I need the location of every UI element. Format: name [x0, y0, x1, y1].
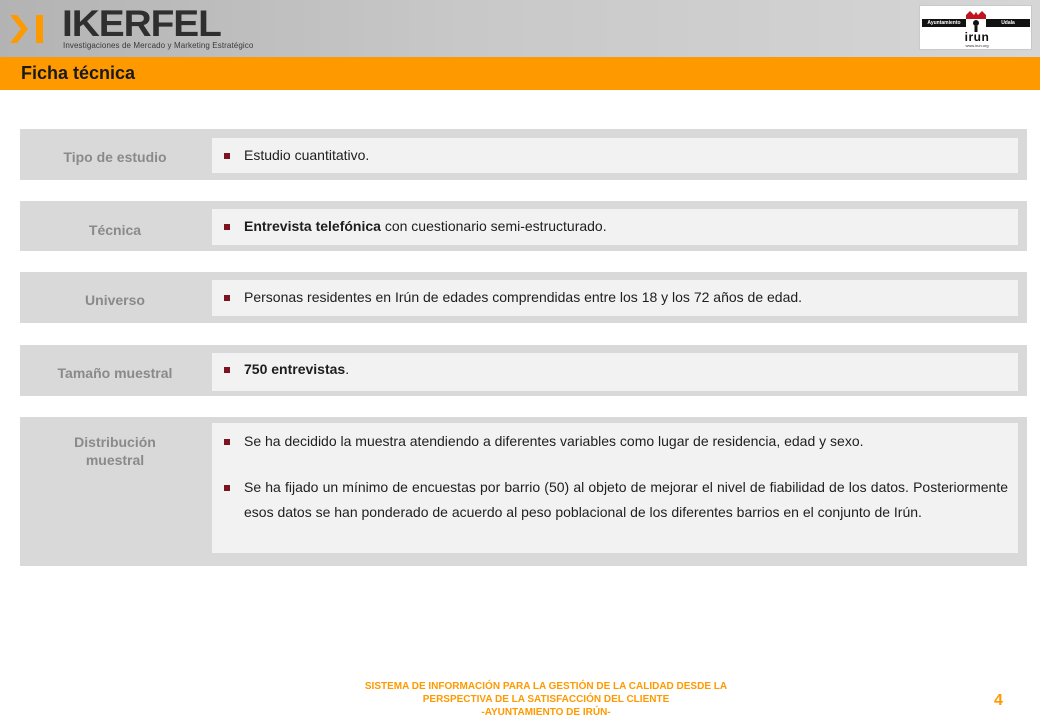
- row-label-line: Distribución: [74, 434, 156, 450]
- bullet-icon: [224, 295, 230, 301]
- item-text: Se ha decidido la muestra atendiendo a diferentes variables como lugar de residencia, edad y sexo.: [244, 433, 864, 449]
- page-number: 4: [994, 692, 1003, 709]
- row-universo: [20, 272, 1027, 323]
- row-label: Técnica: [88, 222, 142, 238]
- row-content-box: [212, 209, 1018, 245]
- item-text: con cuestionario semi-estructurado.: [380, 218, 607, 234]
- client-logo: [919, 5, 1032, 50]
- item-text: Personas residentes en Irún de edades comprendidas entre los 18 y los 72 años de edad.: [244, 289, 803, 305]
- item-text-bold: 750 entrevistas: [244, 361, 346, 377]
- list-item: [224, 285, 1008, 310]
- footer-line: -AYUNTAMIENTO DE IRÚN-: [481, 707, 611, 718]
- bullet-icon: [224, 153, 230, 159]
- footer-caption: [318, 680, 774, 719]
- row-content-box: [212, 353, 1018, 391]
- footer-line: SISTEMA DE INFORMACIÓN PARA LA GESTIÓN DE LA CALIDAD DESDE LA: [364, 681, 728, 692]
- row-content-box: [212, 138, 1018, 173]
- client-logo-left-label: Ayuntamiento: [922, 19, 966, 27]
- header-bar: [0, 0, 1040, 57]
- bullet-icon: [224, 439, 230, 445]
- client-logo-web: www.irun.org: [965, 43, 989, 48]
- row-label: Tamaño muestral: [57, 365, 173, 381]
- brand-name: IKERFEL: [62, 3, 221, 44]
- page-title: Ficha técnica: [21, 63, 136, 83]
- title-bar: [0, 57, 1040, 90]
- client-logo-name: irun: [964, 30, 990, 44]
- bullet-icon: [224, 485, 230, 491]
- list-item: [224, 143, 1008, 168]
- item-text: Se ha fijado un mínimo de encuestas por barrio (50) al objeto de mejorar el nivel de fiabilidad de los datos. Posteriormente esos datos se han ponderado de acuerdo al peso poblacional de los diferentes barrios en el conjunto de Irún.: [244, 479, 1008, 520]
- row-content-box: [212, 423, 1018, 553]
- ikerfel-logo-icon: [10, 11, 50, 47]
- client-logo-right-label: Udala: [986, 19, 1030, 27]
- item-text: Estudio cuantitativo.: [244, 147, 370, 163]
- row-label: Universo: [85, 292, 145, 308]
- item-text: .: [345, 361, 350, 377]
- list-item: [224, 475, 1008, 525]
- item-text-bold: Entrevista telefónica: [244, 218, 381, 234]
- row-label-line: muestral: [85, 452, 145, 468]
- row-label: Tipo de estudio: [63, 149, 167, 165]
- row-tamano-muestral: [20, 345, 1027, 396]
- row-tipo-de-estudio: [20, 129, 1027, 180]
- footer-line: PERSPECTIVA DE LA SATISFACCIÓN DEL CLIENTE: [422, 694, 670, 705]
- row-content-box: [212, 280, 1018, 316]
- row-distribucion-muestral: [20, 417, 1027, 566]
- list-item: [224, 357, 1008, 382]
- brand-tagline: Investigaciones de Mercado y Marketing Estratégico: [63, 41, 254, 50]
- row-tecnica: [20, 201, 1027, 251]
- bullet-icon: [224, 367, 230, 373]
- row-label: [20, 433, 210, 469]
- list-item: [224, 429, 1008, 454]
- list-item: [224, 214, 1008, 239]
- bullet-icon: [224, 224, 230, 230]
